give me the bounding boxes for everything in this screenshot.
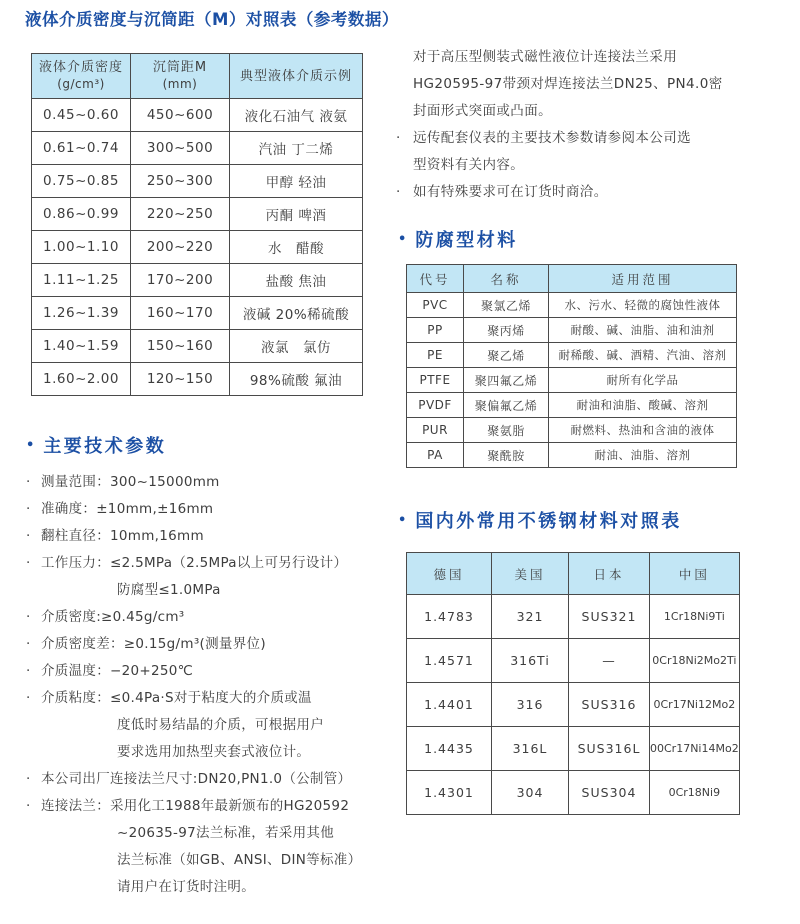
table-row <box>32 264 363 297</box>
code-cell: PVC <box>407 293 464 318</box>
spec-item <box>26 685 398 766</box>
density-cell: 0.61~0.74 <box>32 132 131 165</box>
japan-cell: SUS316L <box>569 727 650 771</box>
bullet-dot-icon: · <box>396 184 401 200</box>
note-line: 对于高压型侧装式磁性液位计连接法兰采用 <box>413 49 678 65</box>
table-row <box>407 683 740 727</box>
table-row <box>407 443 737 468</box>
table-row <box>32 165 363 198</box>
example-cell: 水 醋酸 <box>230 231 363 264</box>
table-row <box>32 132 363 165</box>
table-row <box>407 393 737 418</box>
spec-item <box>26 523 398 550</box>
spec-line: 请用户在订货时注明。 <box>117 879 255 895</box>
spec-item <box>26 469 398 496</box>
table-row <box>32 231 363 264</box>
table-row <box>407 293 737 318</box>
header-cell: 代号 <box>407 265 464 293</box>
density-header-row <box>32 54 363 99</box>
bullet-icon: • <box>398 232 407 247</box>
density-cell: 0.86~0.99 <box>32 198 131 231</box>
note-item <box>396 179 800 206</box>
section-heading-text: 国内外常用不锈钢材料对照表 <box>415 511 682 532</box>
header-cell: 日本 <box>569 553 650 595</box>
range-cell: 耐油、油脂、溶剂 <box>549 443 737 468</box>
example-cell: 汽油 丁二烯 <box>230 132 363 165</box>
name-cell: 聚四氟乙烯 <box>464 368 549 393</box>
example-cell: 98%硫酸 氟油 <box>230 363 363 396</box>
spec-line: 工作压力：≤2.5MPa（2.5MPa以上可另行设计） <box>41 555 348 571</box>
japan-cell: SUS304 <box>569 771 650 815</box>
usa-cell: 304 <box>492 771 569 815</box>
density-cell: 0.45~0.60 <box>32 99 131 132</box>
note-line: 型资料有关内容。 <box>413 157 525 173</box>
germany-cell: 1.4571 <box>407 639 492 683</box>
header-cell: 适用范围 <box>549 265 737 293</box>
spec-line: 法兰标准（如GB、ANSI、DIN等标准） <box>117 852 362 868</box>
name-cell: 聚氨脂 <box>464 418 549 443</box>
usa-cell: 316L <box>492 727 569 771</box>
spec-line: 介质粘度：≤0.4Pa·S对于粘度大的介质或温 <box>41 690 312 706</box>
anticorrosion-table <box>406 264 737 468</box>
range-cell: 耐所有化学品 <box>549 368 737 393</box>
code-cell: PP <box>407 318 464 343</box>
range-cell: 耐燃料、热油和含油的液体 <box>549 418 737 443</box>
name-cell: 聚偏氟乙烯 <box>464 393 549 418</box>
section-heading-specs <box>26 432 166 458</box>
bullet-dot-icon: · <box>26 636 31 652</box>
distance-cell: 250~300 <box>131 165 230 198</box>
bullet-dot-icon: · <box>26 771 31 787</box>
china-cell: 00Cr17Ni14Mo2 <box>650 727 740 771</box>
spec-item <box>26 658 398 685</box>
spec-item <box>26 550 398 604</box>
section-heading-text: 防腐型材料 <box>415 230 518 251</box>
note-item <box>396 44 800 125</box>
spec-line: 测量范围：300~15000mm <box>41 474 220 490</box>
spec-line: 度低时易结晶的介质，可根据用户 <box>117 717 324 733</box>
example-cell: 液化石油气 液氨 <box>230 99 363 132</box>
table-row <box>32 198 363 231</box>
bullet-icon: • <box>26 438 35 453</box>
note-item <box>396 125 800 179</box>
japan-cell: — <box>569 639 650 683</box>
page-title: 液体介质密度与沉筒距（M）对照表（参考数据） <box>25 10 399 29</box>
distance-cell: 300~500 <box>131 132 230 165</box>
header-cell: 名称 <box>464 265 549 293</box>
bullet-dot-icon: · <box>26 501 31 517</box>
distance-cell: 450~600 <box>131 99 230 132</box>
germany-cell: 1.4783 <box>407 595 492 639</box>
section-heading-text: 主要技术参数 <box>43 436 167 457</box>
table-row <box>32 297 363 330</box>
china-cell: 0Cr18Ni2Mo2Ti <box>650 639 740 683</box>
usa-cell: 316Ti <box>492 639 569 683</box>
distance-cell: 220~250 <box>131 198 230 231</box>
distance-cell: 200~220 <box>131 231 230 264</box>
range-cell: 耐稀酸、碱、酒精、汽油、溶剂 <box>549 343 737 368</box>
china-cell: 0Cr18Ni9 <box>650 771 740 815</box>
range-cell: 水、污水、轻微的腐蚀性液体 <box>549 293 737 318</box>
table-row <box>32 363 363 396</box>
spec-item <box>26 766 398 793</box>
table-row <box>407 368 737 393</box>
note-line: 封面形式突面或凸面。 <box>413 103 552 119</box>
example-cell: 液碱 20%稀硫酸 <box>230 297 363 330</box>
density-header-cell <box>230 54 363 99</box>
japan-cell: SUS321 <box>569 595 650 639</box>
density-table <box>31 53 363 396</box>
distance-cell: 170~200 <box>131 264 230 297</box>
bullet-dot-icon: · <box>26 663 31 679</box>
bullet-dot-icon: · <box>396 130 401 146</box>
table-row <box>32 99 363 132</box>
example-cell: 丙酮 啤酒 <box>230 198 363 231</box>
steel-header-row <box>407 553 740 595</box>
distance-cell: 150~160 <box>131 330 230 363</box>
spec-line: 介质温度：−20+250℃ <box>41 663 194 679</box>
bullet-dot-icon: · <box>26 690 31 706</box>
name-cell: 聚氯乙烯 <box>464 293 549 318</box>
name-cell: 聚酰胺 <box>464 443 549 468</box>
section-heading-anticorrosion <box>398 226 518 252</box>
density-cell: 1.26~1.39 <box>32 297 131 330</box>
china-cell: 0Cr17Ni12Mo2 <box>650 683 740 727</box>
spec-line: 翻柱直径：10mm,16mm <box>41 528 204 544</box>
header-cell: 中国 <box>650 553 740 595</box>
distance-cell: 120~150 <box>131 363 230 396</box>
spec-line: 要求选用加热型夹套式液位计。 <box>117 744 311 760</box>
density-cell: 1.60~2.00 <box>32 363 131 396</box>
spec-line: 防腐型≤1.0MPa <box>117 582 221 598</box>
example-cell: 盐酸 焦油 <box>230 264 363 297</box>
example-cell: 甲醇 轻油 <box>230 165 363 198</box>
table-row <box>407 595 740 639</box>
density-cell: 0.75~0.85 <box>32 165 131 198</box>
density-cell: 1.11~1.25 <box>32 264 131 297</box>
bullet-dot-icon: · <box>26 609 31 625</box>
spec-item <box>26 604 398 631</box>
density-cell: 1.40~1.59 <box>32 330 131 363</box>
bullet-dot-icon: · <box>26 798 31 814</box>
note-line: 远传配套仪表的主要技术参数请参阅本公司选 <box>413 130 691 146</box>
germany-cell: 1.4401 <box>407 683 492 727</box>
code-cell: PA <box>407 443 464 468</box>
code-cell: PVDF <box>407 393 464 418</box>
spec-item <box>26 631 398 658</box>
header-unit: (mm) <box>162 77 198 91</box>
anticorrosion-header-row <box>407 265 737 293</box>
code-cell: PE <box>407 343 464 368</box>
distance-cell: 160~170 <box>131 297 230 330</box>
usa-cell: 321 <box>492 595 569 639</box>
spec-line: 准确度：±10mm,±16mm <box>41 501 214 517</box>
header-cell: 美国 <box>492 553 569 595</box>
notes-block <box>396 44 800 206</box>
spec-line: 连接法兰：采用化工1988年最新颁布的HG20592 <box>41 798 350 814</box>
table-row <box>407 418 737 443</box>
header-line: 典型液体介质示例 <box>239 68 352 84</box>
bullet-icon: • <box>398 513 407 528</box>
density-cell: 1.00~1.10 <box>32 231 131 264</box>
header-line: 沉筒距M <box>152 60 208 75</box>
name-cell: 聚丙烯 <box>464 318 549 343</box>
table-row <box>32 330 363 363</box>
example-cell: 液氯 氯仿 <box>230 330 363 363</box>
range-cell: 耐油和油脂、酸碱、溶剂 <box>549 393 737 418</box>
code-cell: PTFE <box>407 368 464 393</box>
header-cell: 德国 <box>407 553 492 595</box>
section-heading-steel <box>398 507 682 533</box>
bullet-dot-icon: · <box>26 528 31 544</box>
density-header-cell <box>131 54 230 99</box>
spec-line: 介质密度差：≥0.15g/m³(测量界位) <box>41 636 266 652</box>
note-line: HG20595-97带颈对焊连接法兰DN25、PN4.0密 <box>413 76 723 92</box>
usa-cell: 316 <box>492 683 569 727</box>
spec-list <box>26 469 398 901</box>
germany-cell: 1.4435 <box>407 727 492 771</box>
spec-line: 介质密度:≥0.45g/cm³ <box>41 609 185 625</box>
steel-table <box>406 552 740 815</box>
spec-item <box>26 793 398 901</box>
density-header-cell <box>32 54 131 99</box>
spec-line: 本公司出厂连接法兰尺寸:DN20,PN1.0（公制管） <box>41 771 352 787</box>
header-line: 液体介质密度 <box>38 60 123 75</box>
spec-item <box>26 496 398 523</box>
table-row <box>407 727 740 771</box>
table-row <box>407 318 737 343</box>
header-unit: (g/cm³) <box>57 77 105 91</box>
table-row <box>407 343 737 368</box>
spec-line: ~20635-97法兰标准，若采用其他 <box>117 825 335 841</box>
bullet-dot-icon: · <box>26 555 31 571</box>
name-cell: 聚乙烯 <box>464 343 549 368</box>
germany-cell: 1.4301 <box>407 771 492 815</box>
range-cell: 耐酸、碱、油脂、油和油剂 <box>549 318 737 343</box>
china-cell: 1Cr18Ni9Ti <box>650 595 740 639</box>
table-row <box>407 771 740 815</box>
japan-cell: SUS316 <box>569 683 650 727</box>
note-line: 如有特殊要求可在订货时商洽。 <box>413 184 608 200</box>
bullet-dot-icon: · <box>26 474 31 490</box>
table-row <box>407 639 740 683</box>
code-cell: PUR <box>407 418 464 443</box>
